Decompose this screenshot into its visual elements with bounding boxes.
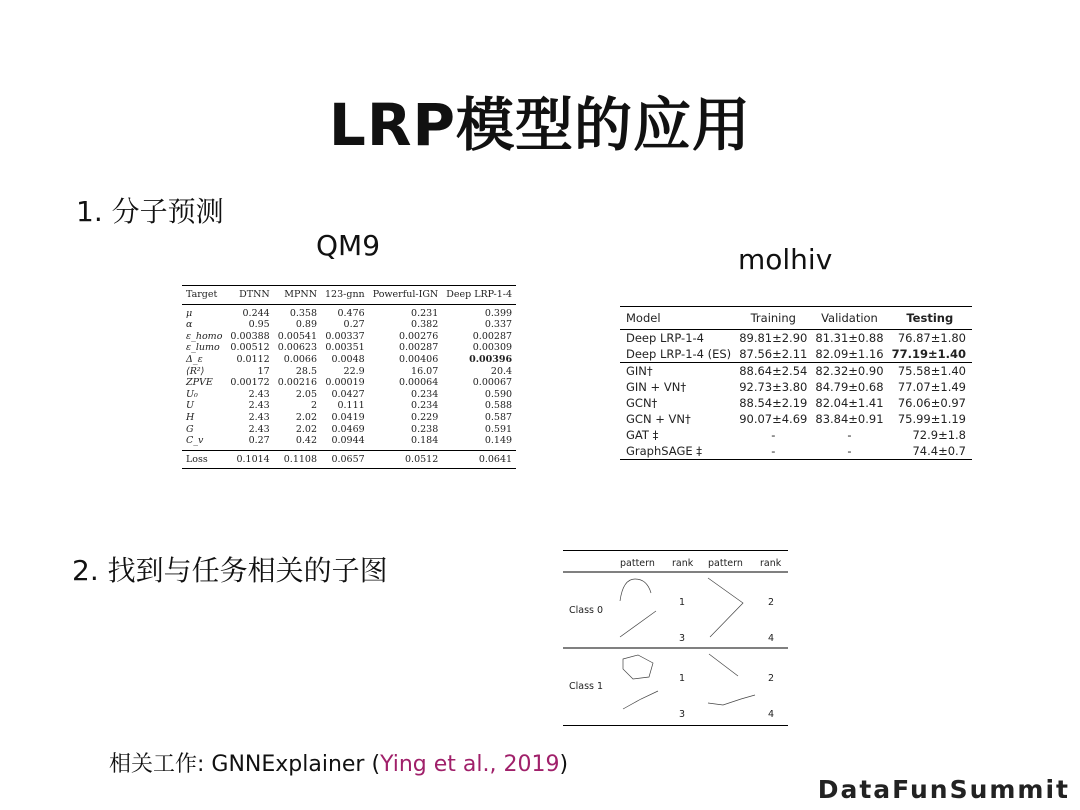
qm9-row — [182, 400, 516, 412]
qm9-cell: 0.476 — [337, 307, 365, 319]
qm9-row — [182, 304, 516, 319]
qm9-cell: 0.244 — [242, 307, 270, 319]
qm9-cell: 28.5 — [295, 365, 318, 377]
molhiv-row — [620, 443, 972, 460]
molhiv-cell: 75.99±1.19 — [897, 412, 966, 426]
qm9-cell: 0.27 — [248, 435, 270, 447]
section-heading-molecule-prediction: 1. 分子预测 — [76, 195, 224, 228]
qm9-cell: 0.1014 — [226, 450, 273, 469]
molhiv-cell: 77.07±1.49 — [897, 380, 966, 394]
molhiv-row — [620, 330, 972, 347]
qm9-cell: 0.00351 — [325, 342, 365, 354]
molhiv-cell: - — [847, 428, 852, 442]
qm9-cell: H — [186, 411, 195, 423]
molhiv-cell: GIN + VN† — [626, 380, 687, 394]
molhiv-cell: - — [771, 428, 776, 442]
qm9-cell: 0.00172 — [230, 377, 270, 389]
subgraph-pattern-figure — [563, 550, 788, 726]
qm9-cell: 0.00019 — [325, 377, 365, 389]
qm9-cell: 0.00309 — [472, 342, 513, 354]
qm9-cell: 2.02 — [295, 411, 318, 423]
rank-header-cell: pattern — [708, 558, 743, 569]
qm9-header-cell: Powerful-IGN — [369, 286, 443, 305]
qm9-cell: 0.0469 — [331, 423, 365, 435]
rank-header-cell: pattern — [620, 558, 655, 569]
molhiv-caption: molhiv — [738, 243, 833, 276]
qm9-cell: 0.231 — [411, 307, 439, 319]
molhiv-row — [620, 411, 972, 427]
qm9-cell: 0.00067 — [472, 377, 513, 389]
qm9-cell: 0.95 — [248, 319, 270, 331]
rank-value: 3 — [679, 633, 686, 644]
qm9-cell: 16.07 — [411, 365, 439, 377]
qm9-header-cell: Target — [182, 286, 226, 305]
qm9-cell: 0.00287 — [398, 342, 439, 354]
qm9-header-cell: 123-gnn — [321, 286, 369, 305]
qm9-row — [182, 319, 516, 331]
qm9-cell: 0.42 — [295, 435, 318, 447]
citation-link[interactable]: Ying et al., 2019 — [380, 752, 560, 777]
pattern-class0-rank2-4 — [708, 578, 743, 637]
qm9-cell: ZPVE — [186, 377, 213, 389]
molhiv-cell: - — [847, 444, 852, 458]
molhiv-cell: 77.19±1.40 — [891, 347, 966, 361]
molhiv-header-row — [620, 307, 972, 330]
qm9-cell: 0.0112 — [236, 353, 270, 365]
rank-value: 3 — [679, 709, 686, 720]
molhiv-cell: 81.31±0.88 — [815, 331, 884, 345]
qm9-header-cell: Deep LRP-1-4 — [442, 286, 516, 305]
qm9-cell: ⟨R²⟩ — [186, 365, 205, 377]
qm9-cell: 0.587 — [484, 411, 513, 423]
molecule-patterns — [620, 578, 755, 709]
class-label: Class 0 — [569, 605, 604, 616]
qm9-cell: 0.184 — [411, 435, 439, 447]
qm9-cell: 0.00396 — [469, 353, 513, 365]
molhiv-cell: 84.79±0.68 — [815, 380, 884, 394]
qm9-cell: 2.43 — [248, 400, 270, 412]
qm9-cell: 0.337 — [484, 319, 513, 331]
qm9-cell: 0.399 — [484, 307, 513, 319]
qm9-cell: 0.238 — [411, 423, 439, 435]
qm9-cell: 0.89 — [295, 319, 318, 331]
molhiv-cell: 82.09±1.16 — [815, 347, 884, 361]
qm9-results-table — [182, 285, 516, 469]
qm9-cell: 0.0944 — [331, 435, 365, 447]
qm9-cell: 0.382 — [411, 319, 439, 331]
rank-value: 1 — [679, 673, 686, 684]
rank-header-cell: rank — [760, 558, 782, 569]
molhiv-cell: 75.58±1.40 — [888, 363, 972, 380]
molhiv-cell: 88.64±2.54 — [735, 363, 811, 380]
qm9-cell: 0.00276 — [398, 330, 439, 342]
qm9-cell: 0.0641 — [442, 450, 516, 469]
qm9-cell: 22.9 — [343, 365, 365, 377]
qm9-cell: 17 — [257, 365, 270, 377]
qm9-row — [182, 412, 516, 424]
molhiv-cell: 83.84±0.91 — [815, 412, 884, 426]
molhiv-row — [620, 395, 972, 411]
pattern-class1-rank1 — [623, 655, 653, 679]
qm9-row — [182, 366, 516, 378]
class-label: Class 1 — [569, 681, 604, 692]
molhiv-cell: 76.87±1.80 — [897, 331, 966, 345]
qm9-cell: 0.0048 — [331, 353, 365, 365]
pattern-class1-rank2 — [709, 654, 738, 676]
rank-value: 2 — [768, 597, 775, 608]
subgraph-pattern-drawing — [563, 551, 788, 725]
qm9-cell: 0.0512 — [369, 450, 443, 469]
qm9-row — [182, 389, 516, 401]
rank-value: 4 — [768, 709, 775, 720]
qm9-header-cell: DTNN — [226, 286, 273, 305]
qm9-caption: QM9 — [316, 229, 381, 262]
qm9-cell: 0.0066 — [283, 353, 318, 365]
pattern-class1-rank4 — [708, 695, 755, 705]
qm9-cell: 0.234 — [411, 400, 439, 412]
molhiv-cell: GraphSAGE ‡ — [626, 444, 703, 458]
molhiv-cell: 82.32±0.90 — [811, 363, 887, 380]
pattern-class0-rank3 — [620, 611, 656, 637]
rank-value: 4 — [768, 633, 775, 644]
qm9-cell: 0.0427 — [331, 388, 365, 400]
molhiv-cell: 87.56±2.11 — [739, 347, 808, 361]
qm9-cell: 0.27 — [343, 319, 365, 331]
molhiv-cell: 82.04±1.41 — [815, 396, 884, 410]
molhiv-row — [620, 379, 972, 395]
molhiv-header-cell: Training — [735, 307, 811, 330]
qm9-row — [182, 377, 516, 389]
qm9-cell: 2.43 — [248, 411, 270, 423]
qm9-cell: 0.111 — [337, 400, 365, 412]
qm9-row — [182, 331, 516, 343]
qm9-row — [182, 435, 516, 450]
qm9-cell: 0.00541 — [277, 330, 318, 342]
qm9-cell: 0.00337 — [325, 330, 365, 342]
qm9-cell: 0.149 — [484, 435, 513, 447]
molhiv-cell: 76.06±0.97 — [897, 396, 966, 410]
molhiv-header-cell: Validation — [811, 307, 887, 330]
qm9-cell: 2 — [310, 400, 318, 412]
pattern-class0-rank1 — [620, 579, 651, 601]
molhiv-cell: Deep LRP-1-4 — [626, 331, 704, 345]
molhiv-cell: GCN† — [626, 396, 658, 410]
qm9-cell: α — [186, 319, 193, 331]
qm9-cell: 20.4 — [490, 365, 513, 377]
qm9-cell: 0.591 — [484, 423, 513, 435]
pattern-class1-rank3 — [623, 691, 658, 709]
qm9-cell: 0.00406 — [398, 353, 439, 365]
qm9-cell: U — [186, 400, 195, 412]
molhiv-cell: 74.4±0.7 — [912, 444, 966, 458]
rank-value: 1 — [679, 597, 686, 608]
qm9-cell: 0.0419 — [331, 411, 365, 423]
qm9-header-row — [182, 286, 516, 305]
qm9-cell: 0.00287 — [472, 330, 513, 342]
molhiv-row — [620, 346, 972, 363]
qm9-cell: ε_homo — [186, 330, 223, 342]
qm9-cell: 0.229 — [411, 411, 439, 423]
qm9-row — [182, 342, 516, 354]
slide-title: LRP模型的应用 — [328, 91, 752, 159]
molhiv-cell: Deep LRP-1-4 (ES) — [626, 347, 732, 361]
qm9-cell: 0.00623 — [277, 342, 318, 354]
molhiv-results-table — [620, 306, 972, 460]
rank-header-cell: rank — [672, 558, 694, 569]
brand-logo: DataFunSummit — [817, 775, 1070, 804]
qm9-cell: 2.05 — [295, 388, 318, 400]
qm9-cell: 0.0657 — [321, 450, 369, 469]
section-heading-find-subgraphs: 2. 找到与任务相关的子图 — [72, 554, 388, 587]
qm9-cell: 0.588 — [484, 400, 513, 412]
qm9-row — [182, 354, 516, 366]
related-work-footer — [109, 747, 568, 778]
molhiv-cell: 88.54±2.19 — [739, 396, 808, 410]
qm9-loss-row — [182, 450, 516, 469]
molhiv-cell: - — [771, 444, 776, 458]
qm9-cell: 0.590 — [484, 388, 513, 400]
qm9-cell: U₀ — [186, 388, 198, 400]
qm9-cell: 0.00064 — [398, 377, 439, 389]
molhiv-cell: 90.07±4.69 — [739, 412, 808, 426]
molhiv-cell: GCN + VN† — [626, 412, 691, 426]
qm9-header-cell: MPNN — [274, 286, 321, 305]
qm9-cell: 2.02 — [295, 423, 318, 435]
qm9-cell: 0.1108 — [274, 450, 321, 469]
qm9-cell: 0.00512 — [230, 342, 270, 354]
qm9-cell: G — [186, 423, 194, 435]
qm9-cell: Loss — [182, 450, 226, 469]
qm9-cell: ε_lumo — [186, 342, 220, 354]
footer-prefix: 相关工作: GNNExplainer ( — [109, 752, 381, 777]
rank-value: 2 — [768, 673, 775, 684]
qm9-cell: 0.00388 — [230, 330, 270, 342]
qm9-cell: 0.358 — [289, 307, 318, 319]
molhiv-header-cell: Testing — [888, 307, 972, 330]
molhiv-cell: 89.81±2.90 — [739, 331, 808, 345]
qm9-cell: C_v — [186, 435, 204, 447]
qm9-cell: 2.43 — [248, 388, 270, 400]
qm9-cell: Δ_ε — [186, 353, 203, 365]
qm9-cell: 0.00216 — [277, 377, 318, 389]
footer-suffix: ) — [559, 752, 569, 777]
molhiv-cell: GIN† — [620, 363, 735, 380]
molhiv-header-cell: Model — [620, 307, 735, 330]
molhiv-cell: GAT ‡ — [626, 428, 659, 442]
molhiv-row — [620, 427, 972, 443]
molhiv-cell: 72.9±1.8 — [912, 428, 966, 442]
qm9-cell: μ — [186, 307, 193, 319]
molhiv-row — [620, 363, 972, 380]
molhiv-cell: 92.73±3.80 — [739, 380, 808, 394]
qm9-cell: 2.43 — [248, 423, 270, 435]
qm9-row — [182, 424, 516, 436]
qm9-cell: 0.234 — [411, 388, 439, 400]
